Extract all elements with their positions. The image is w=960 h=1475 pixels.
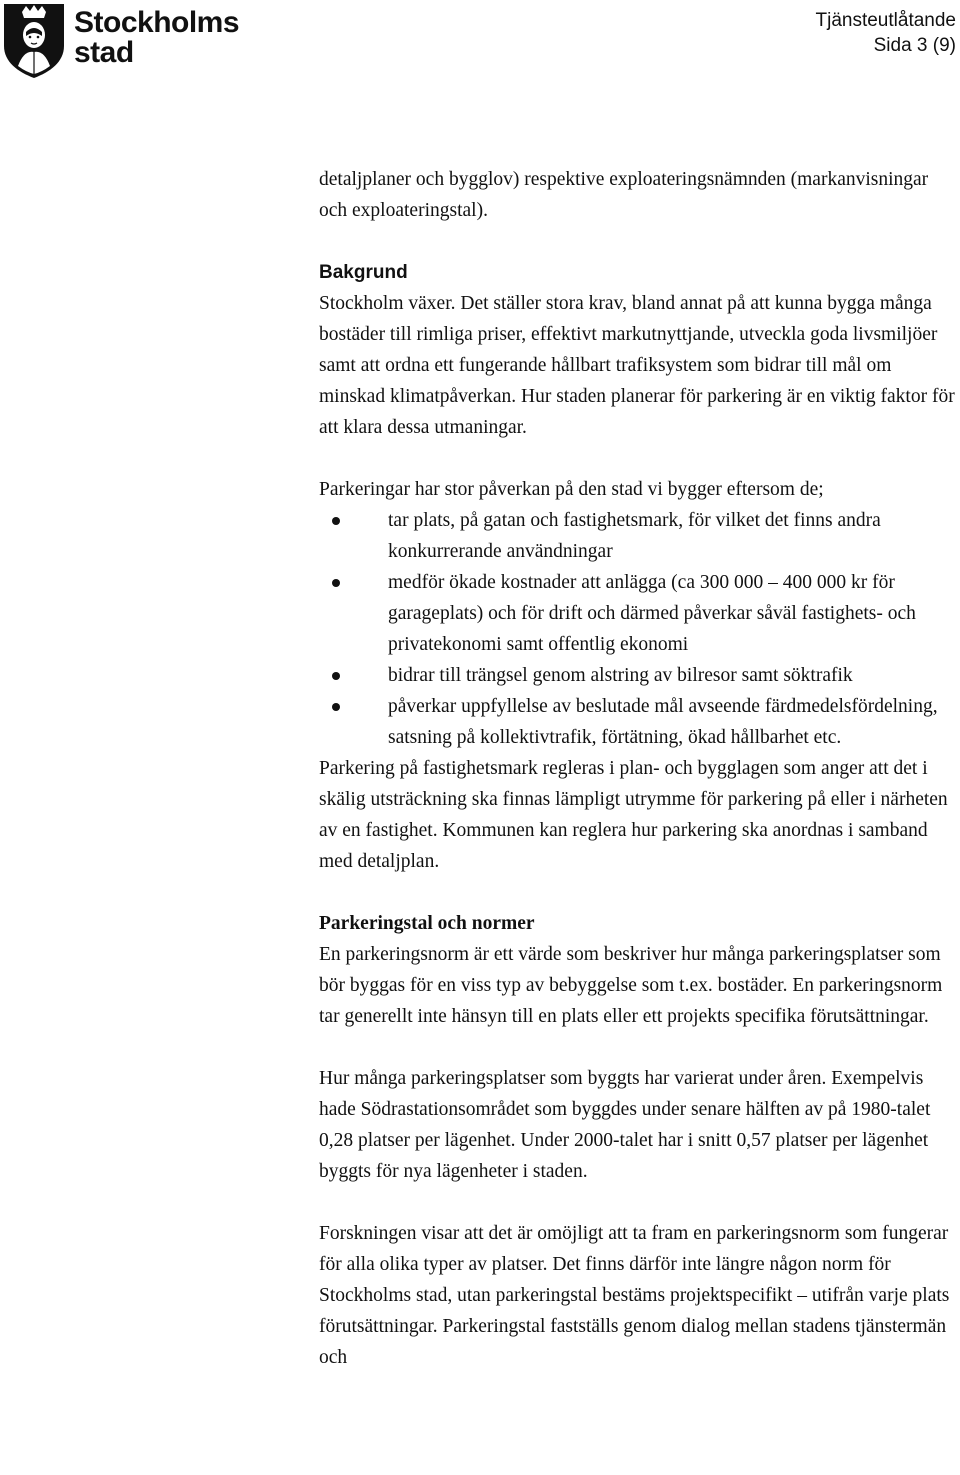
list-item-text: tar plats, på gatan och fastighetsmark, för vilket det finns andra konkurrerande användningar [388,510,881,562]
logo-wordmark [74,8,239,68]
document-body [319,164,959,1373]
stockholms-stad-logo [2,2,240,80]
list-item [319,567,959,660]
list-item [319,505,959,567]
bullet-icon [332,517,340,525]
paragraph-parkeringar: Parkeringar har stor påverkan på den stad vi bygger eftersom de; [319,479,824,500]
heading-parkeringstal: Parkeringstal och normer [319,913,535,934]
bullet-icon [332,672,340,680]
logo-text-line1: Stockholms [74,6,240,39]
heading-bakgrund: Bakgrund [319,262,408,283]
document-type: Tjänsteutlåtande [815,10,956,31]
list-item-text: bidrar till trängsel genom alstring av bilresor samt söktrafik [388,665,853,686]
paragraph-fastighetsmark: Parkering på fastighetsmark regleras i plan- och bygglagen som anger att det i skälig utsträckning ska finnas lämpligt utrymme för parkering på eller i närheten av en fastighet. Kommunen kan reglera hur parkering ska anordnas i samband med detaljplan. [319,758,948,872]
page-number: Sida 3 (9) [873,35,956,56]
logo-text-line2: stad [74,36,134,69]
paragraph-norm: En parkeringsnorm är ett värde som beskriver hur många parkeringsplatser som bör byggas för en viss typ av bebyggelse som t.ex. bostäder. En parkeringsnorm tar generellt inte hänsyn till en plats eller ett projekts specifika förutsättningar. [319,944,943,1027]
paragraph-forskningen: Forskningen visar att det är omöjligt att ta fram en parkeringsnorm som fungerar för alla olika typer av platser. Det finns därför inte längre någon norm för Stockholms stad, utan parkeringstal bestäms projektspecifikt – utifrån varje plats förutsättningar. Parkeringstal fastställs genom dialog mellan stadens tjänstermän och [319,1223,950,1368]
list-item [319,691,959,753]
bullet-icon [332,579,340,587]
list-item [319,660,959,691]
list-item-text: medför ökade kostnader att anlägga (ca 300 000 – 400 000 kr för garageplats) och för drift och därmed påverkar såväl fastighets- och privatekonomi samt offentlig ekonomi [388,572,916,655]
document-meta [816,8,957,58]
bullet-icon [332,703,340,711]
paragraph-hur-manga: Hur många parkeringsplatser som byggts har varierat under åren. Exempelvis hade Södrastationsområdet som byggdes under senare hälften av på 1980-talet 0,28 platser per lägenhet. Under 2000-talet har i snitt 0,57 platser per lägenhet byggts för nya lägenheter i staden. [319,1068,931,1182]
city-crest-icon [2,2,66,80]
intro-paragraph: detaljplaner och bygglov) respektive exploateringsnämnden (markanvisningar och exploateringstal). [319,169,929,221]
page-header [0,0,960,90]
bullet-list [319,505,959,753]
list-item-text: påverkar uppfyllelse av beslutade mål avseende färdmedelsfördelning, satsning på kollektivtrafik, förtätning, ökad hållbarhet etc. [388,696,938,748]
paragraph-bakgrund: Stockholm växer. Det ställer stora krav, bland annat på att kunna bygga många bostäder till rimliga priser, effektivt markutnyttjande, utveckla goda livsmiljöer samt att ordna ett fungerande hållbart trafiksystem som bidrar till mål om minskad klimatpåverkan. Hur staden planerar för parkering är en viktig faktor för att klara dessa utmaningar. [319,293,955,438]
